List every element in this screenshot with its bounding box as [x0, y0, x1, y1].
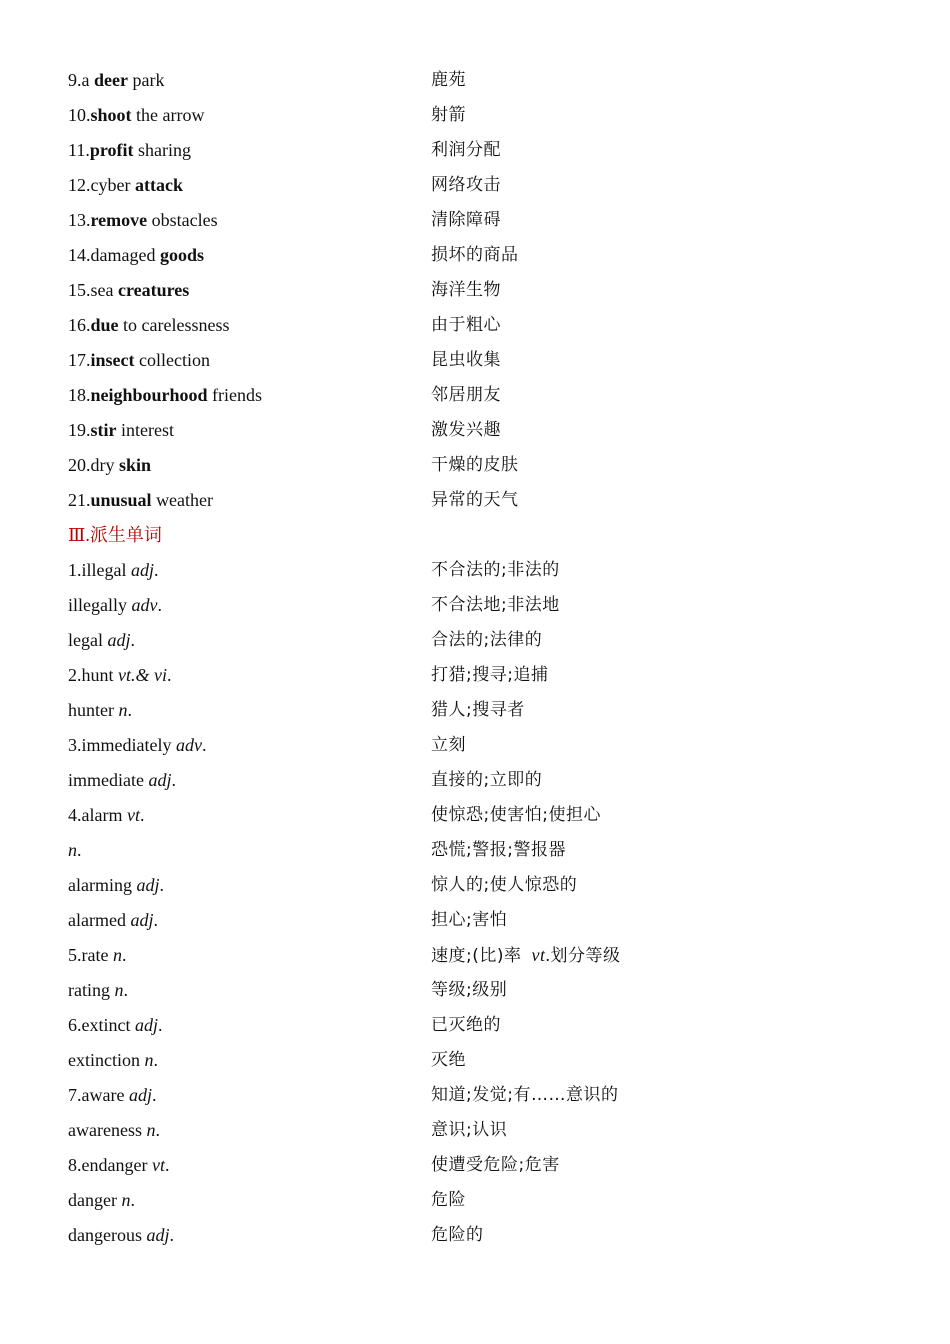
collocation-row: [68, 483, 888, 518]
word-entry: immediate adj.: [68, 770, 176, 790]
derived-row: [68, 1183, 888, 1218]
phrase: 13.remove obstacles: [68, 210, 218, 230]
derived-row: [68, 1008, 888, 1043]
word-entry: extinction n.: [68, 1050, 158, 1070]
translation: 海洋生物: [431, 280, 501, 300]
word-entry: 1.illegal adj.: [68, 560, 159, 580]
phrase: 21.unusual weather: [68, 490, 214, 510]
translation: 危险的: [431, 1225, 484, 1245]
derived-row: [68, 553, 888, 588]
translation: 知道;发觉;有……意识的: [431, 1085, 619, 1105]
word-entry: hunter n.: [68, 700, 132, 720]
translation: 使惊恐;使害怕;使担心: [431, 805, 601, 825]
word-entry: legal adj.: [68, 630, 135, 650]
word-entry: alarming adj.: [68, 875, 164, 895]
translation: 不合法的;非法的: [431, 560, 560, 580]
derived-row: [68, 658, 888, 693]
translation: 恐慌;警报;警报器: [431, 840, 566, 860]
collocation-row: [68, 238, 888, 273]
translation: 昆虫收集: [431, 350, 501, 370]
collocation-row: [68, 448, 888, 483]
translation: 激发兴趣: [431, 420, 501, 440]
collocation-row: [68, 308, 888, 343]
word-entry: 4.alarm vt.: [68, 805, 145, 825]
translation: 打猎;搜寻;追捕: [431, 665, 549, 685]
phrase: 19.stir interest: [68, 420, 174, 440]
collocation-row: [68, 413, 888, 448]
derived-row: [68, 1113, 888, 1148]
collocation-row: [68, 273, 888, 308]
translation: 邻居朋友: [431, 385, 501, 405]
translation: 意识;认识: [431, 1120, 508, 1140]
derived-row: [68, 1078, 888, 1113]
translation: 不合法地;非法地: [431, 595, 560, 615]
translation: 由于粗心: [431, 315, 501, 335]
translation: 网络攻击: [431, 175, 501, 195]
derived-row: [68, 763, 888, 798]
collocation-row: [68, 98, 888, 133]
translation: 惊人的;使人惊恐的: [431, 875, 578, 895]
section-heading: Ⅲ.派生单词: [68, 525, 162, 545]
word-entry: rating n.: [68, 980, 128, 1000]
word-entry: alarmed adj.: [68, 910, 158, 930]
phrase: 18.neighbourhood friends: [68, 385, 263, 405]
translation: 使遭受危险;危害: [431, 1155, 560, 1175]
translation: 猎人;搜寻者: [431, 700, 525, 720]
word-entry: dangerous adj.: [68, 1225, 174, 1245]
translation: 已灭绝的: [431, 1015, 501, 1035]
word-entry: n.: [68, 840, 82, 860]
derived-row: [68, 623, 888, 658]
word-entry: 3.immediately adv.: [68, 735, 207, 755]
collocation-row: [68, 203, 888, 238]
word-entry: 8.endanger vt.: [68, 1155, 170, 1175]
derived-row: [68, 833, 888, 868]
derived-row: [68, 1148, 888, 1183]
word-entry: 7.aware adj.: [68, 1085, 157, 1105]
translation: 损坏的商品: [431, 245, 519, 265]
collocation-row: [68, 168, 888, 203]
translation: 担心;害怕: [431, 910, 508, 930]
phrase: 12.cyber attack: [68, 175, 183, 195]
derived-row: [68, 973, 888, 1008]
translation: 利润分配: [431, 140, 501, 160]
translation: 危险: [431, 1190, 466, 1210]
word-entry: danger n.: [68, 1190, 135, 1210]
phrase: 14.damaged goods: [68, 245, 204, 265]
collocation-row: [68, 133, 888, 168]
translation: 立刻: [431, 735, 466, 755]
word-entry: 2.hunt vt.& vi.: [68, 665, 172, 685]
phrase: 11.profit sharing: [68, 140, 192, 160]
translation: 合法的;法律的: [431, 630, 543, 650]
word-entry: 6.extinct adj.: [68, 1015, 163, 1035]
derived-row: [68, 798, 888, 833]
phrase: 17.insect collection: [68, 350, 210, 370]
derived-row: [68, 903, 888, 938]
translation: 清除障碍: [431, 210, 501, 230]
derived-row: [68, 868, 888, 903]
translation: 异常的天气: [431, 490, 519, 510]
translation: 鹿苑: [431, 70, 466, 90]
translation: 速度;(比)率 vt.划分等级: [431, 945, 621, 966]
phrase: 16.due to carelessness: [68, 315, 230, 335]
phrase: 15.sea creatures: [68, 280, 190, 300]
translation: 干燥的皮肤: [431, 455, 519, 475]
collocation-row: [68, 63, 888, 98]
word-entry: awareness n.: [68, 1120, 160, 1140]
phrase: 9.a deer park: [68, 70, 165, 90]
derived-row: [68, 1218, 888, 1253]
phrase: 20.dry skin: [68, 455, 152, 475]
derived-row: [68, 693, 888, 728]
translation: 灭绝: [431, 1050, 466, 1070]
vocabulary-list: [68, 63, 888, 1253]
derived-row: [68, 588, 888, 623]
derived-row: [68, 728, 888, 763]
phrase: 10.shoot the arrow: [68, 105, 205, 125]
translation: 等级;级别: [431, 980, 508, 1000]
derived-row: [68, 1043, 888, 1078]
collocation-row: [68, 378, 888, 413]
translation: 直接的;立即的: [431, 770, 543, 790]
derived-row: [68, 938, 888, 973]
collocation-row: [68, 343, 888, 378]
translation: 射箭: [431, 105, 466, 125]
word-entry: illegally adv.: [68, 595, 162, 615]
word-entry: 5.rate n.: [68, 945, 127, 965]
